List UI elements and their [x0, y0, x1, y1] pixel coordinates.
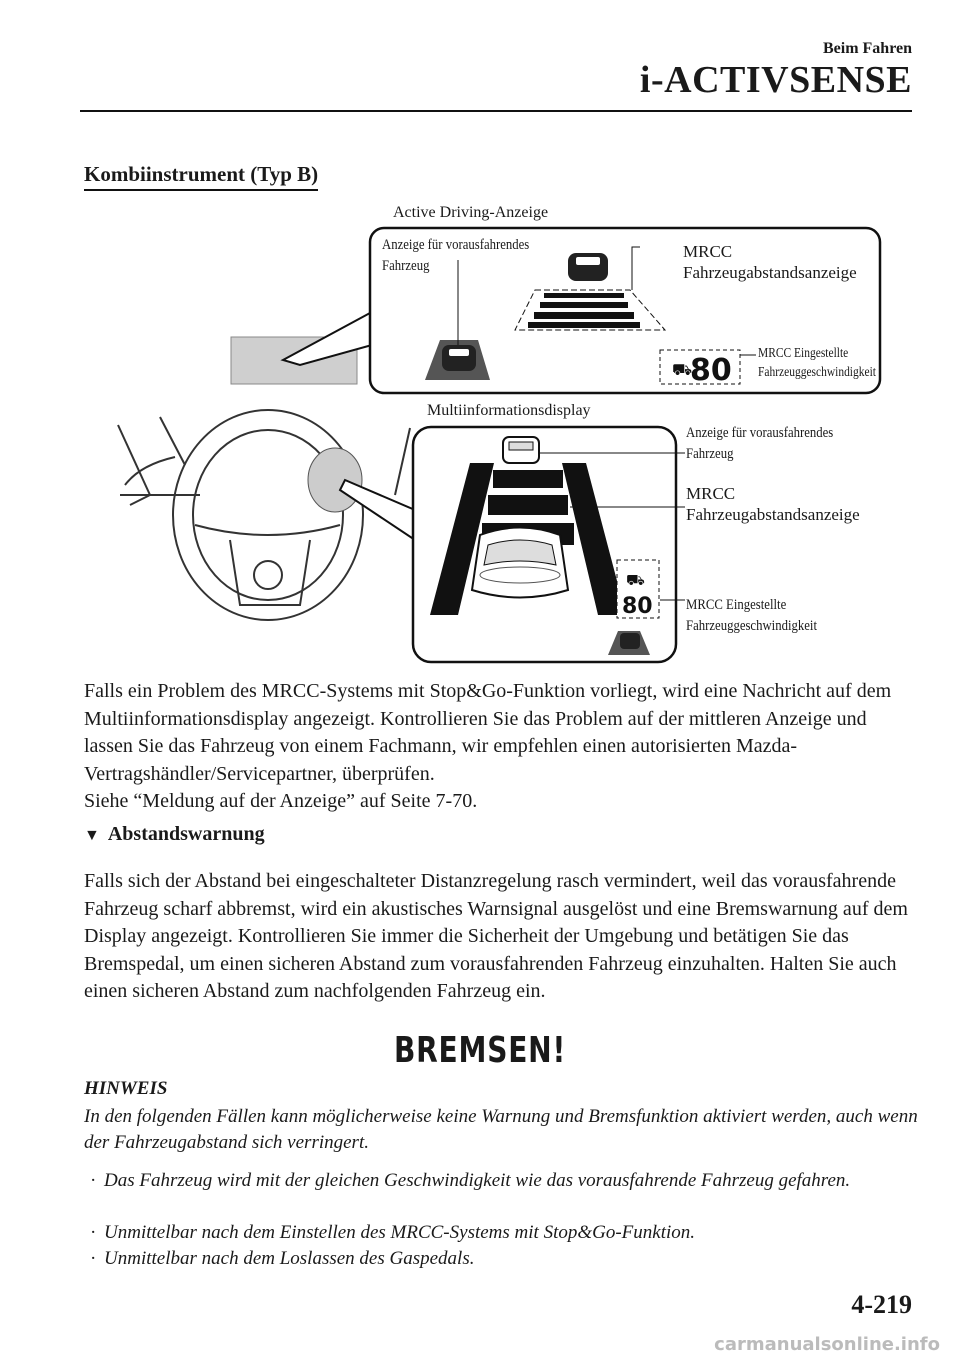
- top-lead-car: [568, 253, 608, 281]
- top-lead-label: Anzeige für vorausfahrendes Fahrzeug: [382, 237, 530, 274]
- page-number: 4-219: [851, 1290, 912, 1319]
- brake-warning-message: BREMSEN!: [393, 1030, 567, 1071]
- section-title: Kombiinstrument (Typ B): [84, 162, 318, 191]
- top-speed-label: MRCC Eingestellte Fahrzeuggeschwindigkeit: [758, 346, 876, 380]
- note-bullet: [90, 1246, 920, 1272]
- watermark: carmanualsonline.info: [714, 1334, 940, 1355]
- bottom-callout: [340, 480, 415, 540]
- note-bullet-text: Unmittelbar nach dem Einstellen des MRCC-Systems mit Stop&Go-Funktion.: [104, 1222, 696, 1243]
- svg-text:⛟: ⛟: [626, 571, 645, 589]
- header-section: Beim Fahren: [822, 40, 912, 57]
- top-distance-label: MRCC Fahrzeugabstandsanzeige: [683, 242, 857, 283]
- triangle-down-icon: ▼: [84, 827, 100, 844]
- note-bullet-text: Unmittelbar nach dem Loslassen des Gaspedals.: [104, 1248, 475, 1269]
- paragraph-reference: Siehe “Meldung auf der Anzeige” auf Seite 7-70.: [84, 790, 478, 812]
- cluster-figure: [0, 195, 960, 675]
- bottom-lead-car: [503, 437, 539, 463]
- bottom-panel-title: Multiinformationsdisplay: [427, 402, 591, 419]
- header-chapter: i-ACTIVSENSE: [639, 59, 912, 101]
- dashboard-drawing: [118, 410, 410, 620]
- note-bullet: [90, 1220, 920, 1246]
- top-speed-value-text: 80: [690, 353, 732, 388]
- bottom-own-car: [472, 528, 568, 598]
- cluster-display-highlight: [308, 448, 362, 512]
- bottom-distance-label: MRCC Fahrzeugabstandsanzeige: [686, 484, 860, 525]
- bottom-speed-label: MRCC Eingestellte Fahrzeuggeschwindigkeit: [686, 597, 818, 634]
- bottom-speed-value-text: 80: [622, 594, 653, 619]
- subheading-text: Abstandswarnung: [107, 823, 265, 845]
- bullet-dot-icon: ·: [90, 1222, 97, 1243]
- note-bullet-text: Das Fahrzeug wird mit der gleichen Geschwindigkeit wie das vorausfahrende Fahrzeug gefahren.: [104, 1170, 851, 1191]
- bullet-dot-icon: ·: [90, 1170, 97, 1191]
- paragraph-mrcc-problem: Falls ein Problem des MRCC-Systems mit Stop&Go-Funktion vorliegt, wird eine Nachricht auf dem Multiinformationsdisplay angezeigt. Kontrollieren Sie das Problem auf der mittleren Anzeige und lassen Sie das Fahrzeug von einem Fachmann, wir empfehlen einen autorisierten Mazda-Vertragshändler/Servicepartner, überprüfen.: [84, 680, 892, 785]
- svg-text:⛟: ⛟: [672, 360, 693, 379]
- header-rule: [80, 110, 912, 112]
- top-panel-title: Active Driving-Anzeige: [393, 204, 549, 221]
- note-bullet: [90, 1168, 920, 1194]
- bullet-dot-icon: ·: [90, 1248, 97, 1269]
- note-heading: HINWEIS: [84, 1078, 168, 1099]
- bottom-lead-label: Anzeige für vorausfahrendes Fahrzeug: [686, 425, 834, 462]
- note-intro: In den folgenden Fällen kann möglicherweise keine Warnung und Bremsfunktion aktiviert werden, auch wenn der Fahrzeugabstand sich verringert.: [84, 1106, 918, 1153]
- subheading: [84, 823, 265, 846]
- paragraph-distance-warning: Falls sich der Abstand bei eingeschalteter Distanzregelung rasch vermindert, weil das vorausfahrende Fahrzeug scharf abbremst, wird ein akustisches Warnsignal ausgelöst und eine Bremswarnung auf dem Display angezeigt. Kontrollieren Sie immer die Sicherheit der Umgebung und betätigen Sie das Bremspedal, um einen sicheren Abstand zum vorausfahrenden Fahrzeug einzuhalten. Halten Sie auch einen sicheren Abstand zum nachfolgenden Fahrzeug ein.: [84, 870, 908, 1002]
